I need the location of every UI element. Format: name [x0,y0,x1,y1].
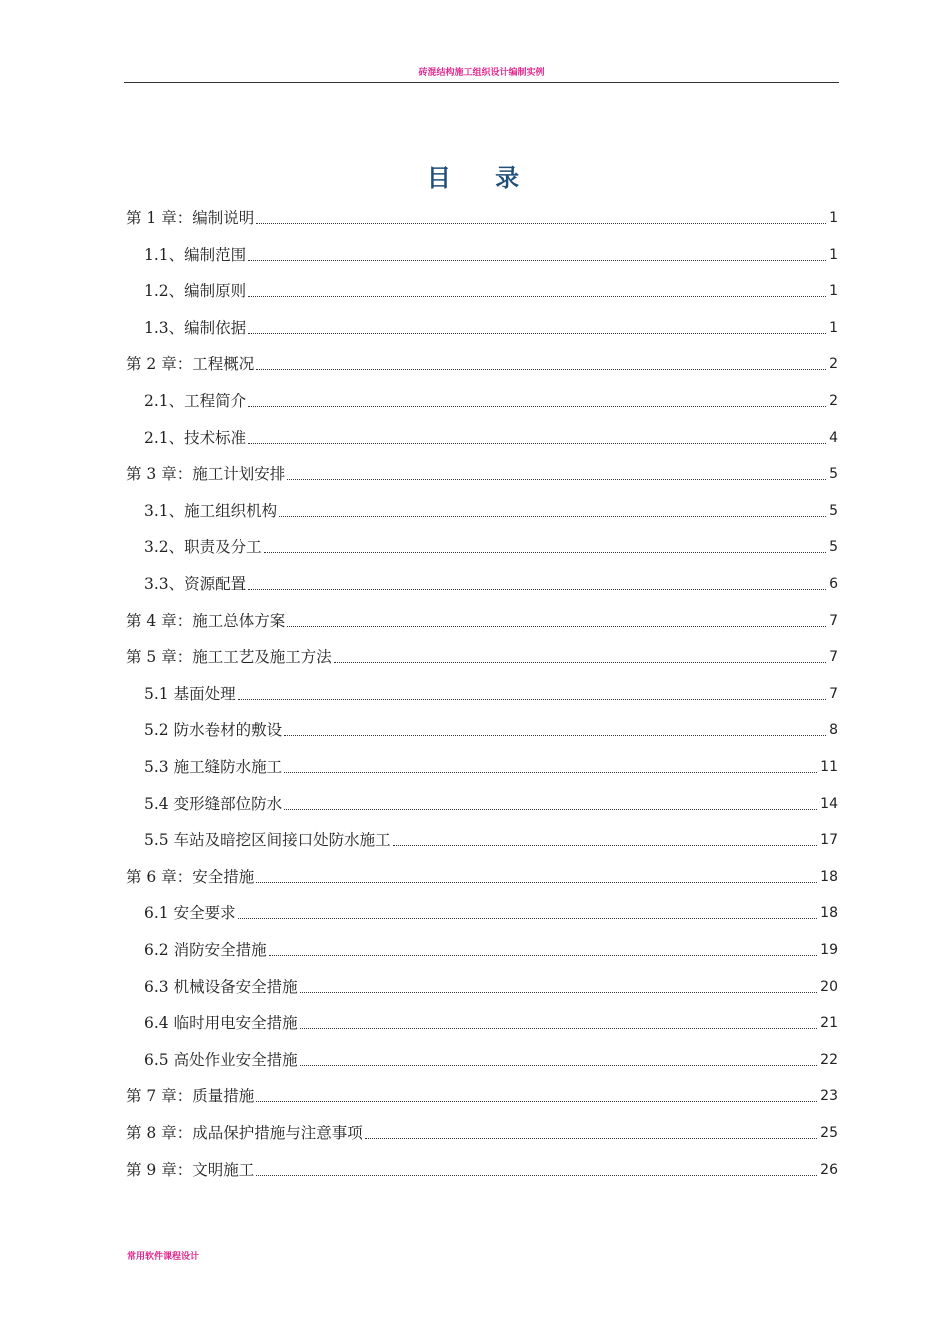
toc-entry-label: 1.3、编制依据 [144,318,247,337]
toc-entry-label: 5.5 车站及暗挖区间接口处防水施工 [144,831,391,850]
toc-dot-leader [238,918,818,919]
toc-entry-page-number: 2 [829,393,838,409]
toc-dot-leader [287,479,826,480]
toc-entry-page-number: 18 [820,905,838,922]
toc-chapter-entry[interactable] [126,643,838,667]
toc-dot-leader [269,955,818,956]
toc-section-entry[interactable] [144,936,838,960]
toc-entry-page-number: 7 [829,685,838,702]
toc-section-entry[interactable] [144,277,838,301]
toc-entry-label: 6.4 临时用电安全措施 [144,1014,298,1033]
toc-dot-leader [284,735,826,736]
toc-dot-leader [300,992,818,993]
toc-section-entry[interactable] [144,899,838,923]
toc-section-entry[interactable] [144,753,838,777]
toc-dot-leader [248,333,826,334]
toc-entry-page-number: 1 [829,210,838,226]
toc-chapter-entry[interactable] [126,1156,838,1180]
toc-dot-leader [279,516,826,517]
toc-entry-page-number: 2 [829,356,838,373]
toc-entry-label: 6.2 消防安全措施 [144,941,267,959]
toc-entry-label: 第 5 章：施工工艺及施工方法 [126,648,332,667]
toc-chapter-entry[interactable] [126,863,838,887]
toc-entry-label: 2.1、工程简介 [144,392,247,410]
toc-entry-label: 第 9 章：文明施工 [126,1160,255,1179]
toc-entry-label: 第 8 章：成品保护措施与注意事项 [126,1124,363,1142]
toc-chapter-entry[interactable] [126,350,838,374]
toc-entry-page-number: 6 [829,576,838,592]
toc-section-entry[interactable] [144,497,838,521]
toc-section-entry[interactable] [144,387,838,411]
toc-chapter-entry[interactable] [126,460,838,484]
toc-entry-label: 3.3、资源配置 [144,575,247,593]
toc-entry-page-number: 20 [820,978,838,995]
toc-entry-label: 2.1、技术标准 [144,428,247,447]
toc-section-entry[interactable] [144,716,838,740]
toc-entry-page-number: 17 [820,832,838,849]
toc-dot-leader [365,1138,817,1139]
toc-entry-page-number: 7 [829,649,838,666]
toc-dot-leader [393,845,818,846]
toc-entry-page-number: 11 [820,759,838,775]
header-text: 砖混结构施工组织设计编制实例 [418,68,545,78]
toc-entry-page-number: 4 [829,429,838,446]
toc-dot-leader [256,1101,817,1102]
toc-dot-leader [256,1175,817,1176]
toc-section-entry[interactable] [144,314,838,338]
toc-entry-label: 5.2 防水卷材的敷设 [144,721,283,740]
toc-entry-page-number: 26 [820,1161,838,1178]
toc-entry-page-number: 22 [820,1051,838,1068]
toc-entry-label: 3.1、施工组织机构 [144,501,278,520]
toc-entry-label: 6.5 高处作业安全措施 [144,1050,298,1069]
toc-section-entry[interactable] [144,680,838,704]
page-header [124,66,839,83]
toc-entry-page-number: 5 [829,539,838,556]
toc-entry-page-number: 8 [829,722,838,739]
toc-dot-leader [238,699,827,700]
toc-entry-page-number: 7 [829,612,838,629]
toc-entry-label: 5.3 施工缝防水施工 [144,758,283,776]
toc-dot-leader [284,809,817,810]
toc-entry-label: 第 1 章：编制说明 [126,209,255,227]
toc-chapter-entry[interactable] [126,1119,838,1143]
toc-entry-label: 6.3 机械设备安全措施 [144,977,298,996]
toc-dot-leader [264,552,826,553]
toc-dot-leader [248,589,826,590]
page-footer [127,1250,199,1264]
toc-dot-leader [256,882,817,883]
toc-dot-leader [284,772,817,773]
toc-entry-page-number: 1 [829,246,838,263]
toc-entry-label: 5.1 基面处理 [144,684,236,703]
toc-entry-label: 第 6 章：安全措施 [126,867,255,886]
toc-entry-page-number: 19 [820,942,838,958]
toc-dot-leader [334,662,826,663]
toc-entry-page-number: 25 [820,1125,838,1141]
toc-dot-leader [248,443,826,444]
toc-dot-leader [248,260,826,261]
toc-title: 目 录 [426,163,538,192]
toc-entry-label: 1.1、编制范围 [144,245,247,264]
toc-entry-label: 第 7 章：质量措施 [126,1087,255,1106]
toc-entry-page-number: 14 [820,795,838,812]
toc-entry-page-number: 23 [820,1088,838,1105]
toc-entry-page-number: 21 [820,1015,838,1032]
toc-section-entry[interactable] [144,790,838,814]
toc-section-entry[interactable] [144,973,838,997]
toc-dot-leader [300,1065,818,1066]
toc-entry-label: 第 4 章：施工总体方案 [126,611,286,630]
toc-dot-leader [256,369,826,370]
toc-section-entry[interactable] [144,826,838,850]
toc-entry-label: 5.4 变形缝部位防水 [144,794,283,813]
toc-entry-label: 1.2、编制原则 [144,282,247,301]
footer-text: 常用软件课程设计 [127,1252,200,1262]
toc-section-entry[interactable] [144,1009,838,1033]
toc-entry-label: 3.2、职责及分工 [144,538,262,557]
toc-entry-label: 6.1 安全要求 [144,904,236,923]
toc-entry-page-number: 5 [829,466,838,483]
toc-chapter-entry[interactable] [126,204,838,228]
toc-dot-leader [248,406,826,407]
toc-entry-label: 第 2 章：工程概况 [126,355,255,374]
toc-entry-page-number: 18 [820,868,838,885]
toc-entry-page-number: 1 [829,283,838,300]
toc-entry-page-number: 1 [829,319,838,336]
toc-section-entry[interactable] [144,241,838,265]
toc-section-entry[interactable] [144,533,838,557]
toc-section-entry[interactable] [144,424,838,448]
toc-dot-leader [300,1028,818,1029]
toc-dot-leader [287,626,826,627]
toc-section-entry[interactable] [144,1046,838,1070]
toc-entry-page-number: 5 [829,502,838,519]
toc-entry-label: 第 3 章：施工计划安排 [126,465,286,484]
toc-dot-leader [248,296,826,297]
toc-chapter-entry[interactable] [126,1082,838,1106]
toc-section-entry[interactable] [144,570,838,594]
toc-chapter-entry[interactable] [126,607,838,631]
toc-dot-leader [256,223,826,224]
